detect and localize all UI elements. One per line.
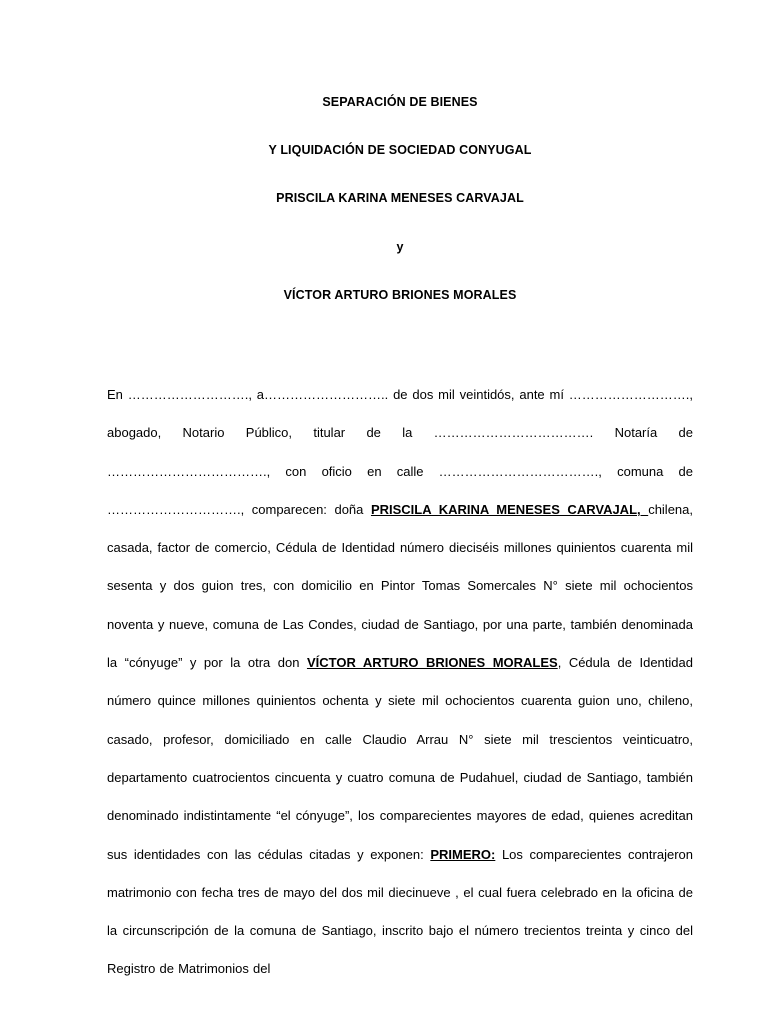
body-intro: En ………………………., a……………………….. de dos mil veintidós, ante mí ………………………., abogado, Notario Público, titular de la ………………………………. Notaría de ………………………………., con oficio en calle ………………………………., comuna de …………………………., comparecen: doña (107, 387, 693, 517)
party2-name: VÍCTOR ARTURO BRIONES MORALES (306, 655, 558, 671)
party1-heading: PRISCILA KARINA MENESES CARVAJAL (276, 191, 524, 205)
party2-heading: VÍCTOR ARTURO BRIONES MORALES (283, 288, 517, 302)
party1-name: PRISCILA KARINA MENESES CARVAJAL, (370, 501, 649, 517)
document-subtitle: Y LIQUIDACIÓN DE SOCIEDAD CONYUGAL (268, 143, 532, 157)
conjunction-heading: y (396, 240, 404, 254)
clause-primero-text: Los comparecientes contrajeron matrimonio con fecha tres de mayo del dos mil diecinueve , el cual fuera celebrado en la oficina de la circunscripción de la comuna de Santiago, inscrito bajo el número trecientos treinta y cinco del Registro de Matrimonios del (107, 846, 693, 977)
clause-primero-label: PRIMERO: (430, 846, 496, 862)
party2-details: , Cédula de Identidad número quince millones quinientos ochenta y siete mil ochocientos cuarenta guion uno, chileno, casado, profesor, domiciliado en calle Claudio Arrau N° siete mil trescientos veinticuatro, departamento cuatrocientos cincuenta y cuatro comuna de Pudahuel, ciudad de Santiago, también denominado indistintamente “el cónyuge”, los comparecientes mayores de edad, quienes acreditan sus identidades con las cédulas citadas y exponen: (107, 655, 693, 862)
party1-details: chilena, casada, factor de comercio, Cédula de Identidad número dieciséis millones quinientos cuarenta mil sesenta y dos guion tres, con domicilio en Pintor Tomas Somercales N° siete mil ochocientos noventa y nueve, comuna de Las Condes, ciudad de Santiago, por una parte, también denominada la “cónyuge” y por la otra don (107, 501, 693, 671)
document-body (107, 376, 693, 989)
document-title: SEPARACIÓN DE BIENES (322, 95, 478, 109)
